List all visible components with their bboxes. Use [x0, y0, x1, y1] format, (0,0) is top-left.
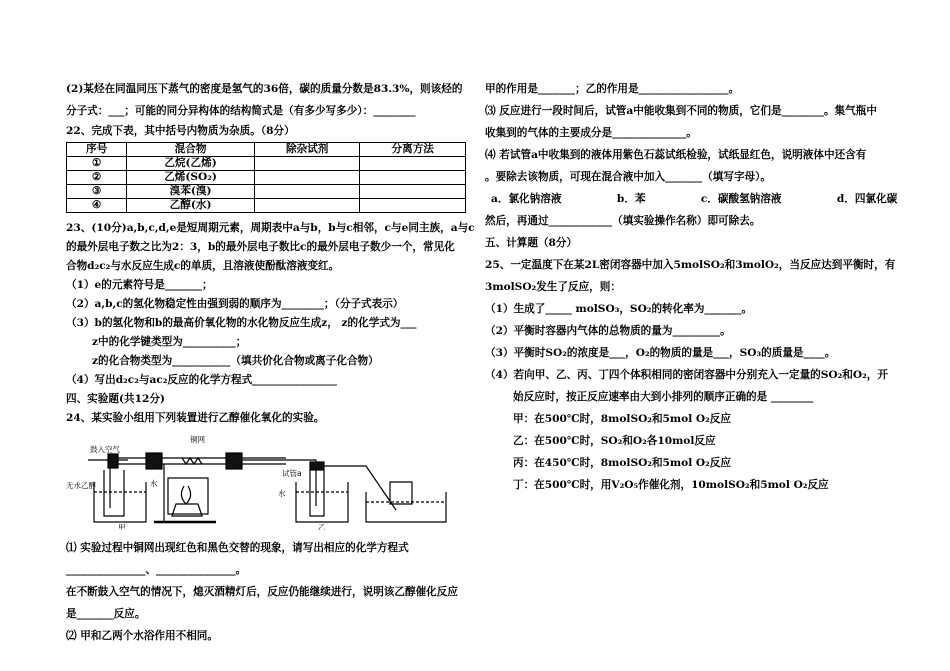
copper-mesh: [182, 458, 202, 464]
connector-1: [146, 453, 162, 469]
option-b: b．苯: [616, 193, 646, 205]
q24-sub1-line3: 在不断鼓入空气的情况下，熄灭酒精灯后，反应仍能继续进行，说明该乙醇催化反应: [66, 586, 458, 598]
table-cell: ①: [67, 157, 127, 171]
table-header-row: [67, 143, 466, 157]
apparatus-diagram: [66, 430, 466, 530]
option-a: a．氯化钠溶液: [491, 193, 562, 205]
table-cell-blank: [254, 199, 360, 213]
table-row: [67, 199, 466, 213]
table-cell-blank: [254, 171, 360, 185]
q23-sub3-line3: z的化合物类型为___________（填共价化合物或离子化合物）: [92, 355, 379, 367]
table-cell: 溴苯(溴): [127, 185, 255, 199]
test-tube-a: [310, 470, 324, 516]
table-header: 分离方法: [360, 143, 466, 157]
q25-sub1: （1）生成了_____ molSO₃，SO₂的转化率为_______。: [485, 303, 753, 315]
table-header: 除杂试剂: [254, 143, 360, 157]
q24-options: [485, 188, 898, 210]
label-air: 鼓入空气: [90, 445, 120, 454]
table-row: [67, 171, 466, 185]
table-cell-blank: [360, 171, 466, 185]
label-water-2: 水: [278, 489, 286, 498]
left-column: [66, 78, 476, 647]
q23-line2: 的最外层电子数之比为2：3，b的最外层电子数比c的最外层电子数少一个，常见化: [66, 241, 455, 253]
delivery-tube: [242, 460, 316, 506]
q22-table: [66, 142, 466, 213]
table-cell-blank: [360, 199, 466, 213]
q23-sub4: （4）写出d₂c₂与ac₂反应的化学方程式________________: [66, 374, 337, 386]
table-cell: 乙烯(SO₂): [127, 171, 255, 185]
q24-title: 24、某实验小组用下列装置进行乙醇催化氧化的实验。: [66, 412, 325, 424]
q24-sub1-line1: ⑴ 实验过程中铜网出现红色和黑色交替的现象，请写出相应的化学方程式: [66, 542, 409, 554]
stopper-1: [108, 454, 118, 468]
table-cell-blank: [360, 185, 466, 199]
table-header: 混合物: [127, 143, 255, 157]
gas-jar: [390, 482, 412, 504]
q25-sub3: （3）平衡时SO₂的浓度是___，O₂的物质的量是___，SO₃的质量是____。: [485, 347, 836, 359]
table-cell-blank: [360, 157, 466, 171]
table-cell-blank: [254, 185, 360, 199]
outlet-tube: [324, 466, 396, 510]
label-copper: 铜网: [190, 435, 205, 444]
flask-ethanol: [104, 470, 124, 516]
q24-sub3-line2: 收集到的气体的主要成分是______________。: [485, 127, 697, 139]
table-cell: 乙醇(水): [127, 199, 255, 213]
q25-sub4-line1: （4）若向甲、乙、丙、丁四个体积相同的密闭容器中分别充入一定量的SO₂和O₂，开: [485, 369, 888, 381]
q23-sub1: （1）e的元素符号是_______；: [66, 279, 213, 291]
q25-line1: 25、一定温度下在某2L密闭容器中加入5molSO₂和3molO₂，当反应达到平衡时，有: [485, 259, 896, 271]
table-cell: ③: [67, 185, 127, 199]
alcohol-lamp-flame: [181, 486, 190, 504]
table-row: [67, 157, 466, 171]
connector-2: [226, 453, 242, 469]
table-row: [67, 185, 466, 199]
right-column: [485, 78, 898, 496]
label-jia: 甲: [118, 523, 126, 530]
table-cell: 乙烷(乙烯): [127, 157, 255, 171]
q23-sub3-line1: （3）b的氢化物和b的最高价氧化物的水化物反应生成z， z的化学式为___: [66, 317, 417, 329]
q24-sub2-cont: 甲的作用是_______；乙的作用是_________________。: [485, 83, 740, 95]
section-5-heading: 五、计算题（8分）: [485, 237, 578, 249]
q25-sub4-line2: 始反应时，按正反应速率由大到小排列的顺序正确的是 ________: [513, 391, 814, 403]
q24-sub4-line1: ⑷ 若试管a中收集到的液体用紫色石蕊试纸检验，试纸显红色，说明液体中还含有: [485, 149, 867, 161]
label-yi: 乙: [318, 523, 326, 530]
q24-sub1-line2: _______________、_______________。: [66, 564, 247, 576]
label-ethanol: 无水乙醇: [66, 481, 96, 490]
q24-sub4-line2: 。要除去该物质，可现在混合液中加入_______（填写字母）。: [485, 171, 772, 183]
q23-sub2: （2）a,b,c的氢化物稳定性由强到弱的顺序为________；（分子式表示）: [66, 298, 404, 310]
table-header: 序号: [67, 143, 127, 157]
condition-yi: 乙：在500℃时，SO₂和O₂各10mol反应: [513, 435, 716, 447]
table-cell: ④: [67, 199, 127, 213]
section-4-heading: 四、实验题(共12分): [66, 393, 165, 405]
condition-jia: 甲：在500℃时，8molSO₂和5mol O₂反应: [513, 413, 731, 425]
condition-ding: 丁：在500℃时，用V₂O₅作催化剂，10molSO₂和5mol O₂反应: [513, 479, 829, 491]
q25-line2: 3molSO₂发生了反应，则：: [485, 281, 621, 293]
q24-sub3-line1: ⑶ 反应进行一段时间后，试管a中能收集到不同的物质，它们是________。集气瓶中: [485, 105, 877, 117]
table-cell: ②: [67, 171, 127, 185]
q21-part2-line2: 分子式：___；可能的同分异构体的结构简式是（有多少写多少）：________: [66, 105, 416, 117]
label-water-1: 水: [150, 479, 158, 488]
q23-line1: 23、(10分)a,b,c,d,e是短周期元素，周期表中a与b，b与c相邻，c与e同主族，a与c: [66, 222, 475, 234]
condition-bing: 丙：在450℃时，8molSO₂和5mol O₂反应: [513, 457, 731, 469]
q22-title: 22、完成下表，其中括号内物质为杂质。（8分）: [66, 125, 295, 137]
q24-sub2: ⑵ 甲和乙两个水浴作用不相同。: [66, 630, 218, 642]
option-c: c．碳酸氢钠溶液: [700, 193, 782, 205]
q25-sub2: （2）平衡时容器内气体的总物质的量为_________。: [485, 325, 731, 337]
q24-sub4-line3: 然后，再通过____________（填实验操作名称）即可除去。: [485, 215, 761, 227]
option-d: d．四氯化碳: [836, 193, 898, 205]
q23-sub3-line2: z中的化学键类型为__________；: [92, 336, 247, 348]
water-trough: [366, 492, 446, 522]
table-cell-blank: [254, 157, 360, 171]
q23-line3: 合物d₂c₂与水反应生成c的单质，且溶液使酚酞溶液变红。: [66, 260, 340, 272]
q21-part2-line1: (2)某烃在同温同压下蒸气的密度是氢气的36倍，碳的质量分数是83.3%，则该烃的: [66, 83, 463, 95]
label-tube-a: 试管a: [282, 469, 302, 478]
q24-sub1-line4: 是_______反应。: [66, 608, 146, 620]
